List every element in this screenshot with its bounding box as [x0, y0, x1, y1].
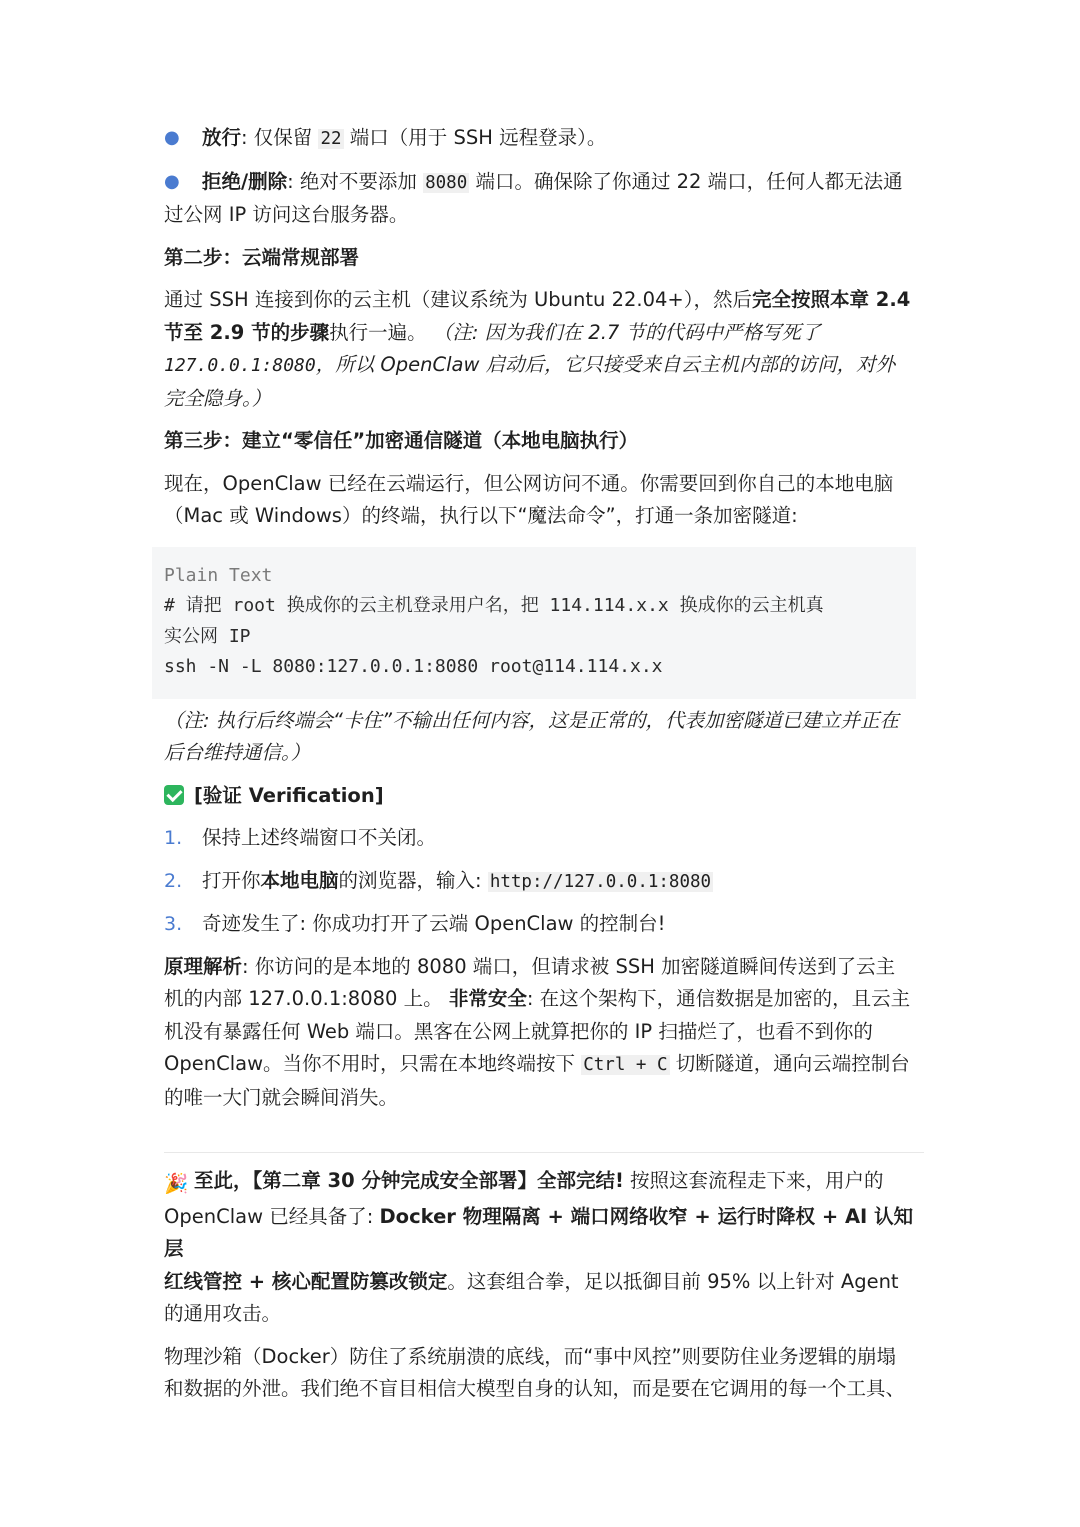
italic-note: 后台维持通信。） — [164, 741, 311, 764]
text: : 仅保留 — [241, 126, 319, 149]
text: 端口（用于 SSH 远程登录）。 — [343, 126, 607, 149]
list-item — [164, 865, 924, 899]
bold-text: 节至 2.9 节的步骤 — [164, 320, 330, 344]
paragraph — [164, 468, 924, 533]
text: : 在这个架构下，通信数据是加密的，且云主 — [526, 987, 911, 1010]
list-item — [164, 166, 924, 232]
text: 端口。确保除了你通过 22 端口，任何人都无法通 — [469, 169, 903, 193]
paragraph: 奇迹发生了: 你成功打开了云端 OpenClaw 的控制台! — [202, 912, 666, 935]
code-line: ssh -N -L 8080:127.0.0.1:8080 root@114.114.x.x — [164, 656, 663, 677]
paragraph-line: 的通用攻击。 — [164, 1302, 282, 1325]
list-number: 3. — [164, 913, 183, 935]
text: 执行一遍。 — [329, 320, 427, 344]
inline-code: 22 — [320, 129, 342, 149]
bold-label: 原理解析 — [164, 954, 243, 978]
paragraph — [202, 122, 606, 156]
inline-code: Ctrl + C — [583, 1055, 668, 1075]
text: 通过 SSH 连接到你的云主机（建议系统为 Ubuntu 22.04+），然后 — [164, 288, 752, 311]
italic-note: （注: 因为我们在 2.7 节的代码中严格写死了 — [432, 320, 821, 344]
paragraph-line: 物理沙箱（Docker）防住了系统崩溃的底线，而“事中风控”则要防住业务逻辑的崩塌 — [164, 1344, 896, 1368]
italic-note: （注: 执行后终端会“卡住”不输出任何内容，这是正常的，代表加密隧道已建立并正在 — [164, 708, 899, 732]
italic-note: 完全隐身。） — [164, 386, 272, 410]
list-item — [164, 908, 924, 941]
paragraph-line: 现在，OpenClaw 已经在云端运行，但公网访问不通。你需要回到你自己的本地电脑 — [164, 471, 894, 495]
paragraph — [202, 865, 713, 899]
text: 。这套组合拳，足以抵御目前 95% 以上针对 Agent — [447, 1269, 899, 1293]
text: OpenClaw。当你不用时，只需在本地终端按下 — [164, 1052, 582, 1075]
text: 打开你 — [202, 868, 261, 892]
text: 按照这套流程走下来，用户的 — [623, 1169, 884, 1192]
bold-text: 至此，【第二章 30 分钟完成安全部署】全部完结! — [194, 1169, 624, 1192]
inline-code: 127.0.0.1:8080 — [164, 355, 316, 376]
paragraph — [202, 166, 903, 200]
bold-label: 拒绝/删除 — [202, 169, 288, 193]
paragraph-line: 的唯一大门就会瞬间消失。 — [164, 1085, 399, 1109]
section-heading: 第三步：建立“零信任”加密通信隧道（本地电脑执行） — [164, 429, 639, 452]
text: 机的内部 127.0.0.1:8080 上。 — [164, 987, 443, 1010]
list-item — [164, 822, 924, 855]
text: 切断隧道，通向云端控制台 — [669, 1052, 910, 1075]
principle-paragraph — [164, 951, 924, 1115]
italic-note: ，所以 OpenClaw 启动后，它只接受来自云主机内部的访问，对外 — [315, 353, 896, 376]
bold-text: 完全按照本章 2.4 — [752, 288, 911, 311]
text: 的浏览器，输入: — [338, 868, 488, 892]
paragraph-line: （Mac 或 Windows）的终端，执行以下“魔法命令”，打通一条加密隧道: — [164, 504, 798, 527]
bold-text: 非常安全 — [448, 987, 527, 1010]
inline-code: http://127.0.0.1:8080 — [489, 871, 712, 892]
inline-code: 8080 — [425, 172, 468, 193]
list-item — [164, 122, 924, 156]
list-number: 1. — [164, 827, 183, 849]
verify-title: [验证 Verification] — [194, 783, 384, 807]
bold-label: 放行 — [202, 126, 242, 149]
bold-text: 红线管控 + 核心配置防篡改锁定 — [164, 1269, 448, 1293]
divider — [164, 1152, 924, 1153]
text: OpenClaw 已经具备了: — [164, 1204, 380, 1228]
bullet-icon: ● — [164, 170, 180, 192]
code-line: 实公网 IP — [164, 625, 251, 647]
summary-paragraph — [164, 1165, 924, 1331]
article — [164, 122, 924, 1406]
paragraph — [164, 1341, 924, 1406]
section-heading: 第二步：云端常规部署 — [164, 245, 360, 269]
text: : 绝对不要添加 — [287, 169, 424, 193]
paragraph-line: 机没有暴露任何 Web 端口。黑客在公网上就算把你的 IP 扫描烂了，也看不到你的 — [164, 1019, 873, 1043]
party-popper-icon: 🎉 — [164, 1172, 189, 1195]
text: : 你访问的是本地的 8080 端口，但请求被 SSH 加密隧道瞬间传送到了云主 — [242, 954, 896, 978]
bold-text: 本地电脑 — [260, 868, 339, 892]
code-line: # 请把 root 换成你的云主机登录用户名，把 114.114.x.x 换成你的云主机真 — [164, 595, 824, 616]
code-block[interactable] — [152, 547, 916, 699]
check-icon — [164, 785, 184, 805]
list-number: 2. — [164, 869, 183, 892]
bullet-icon: ● — [164, 127, 180, 148]
code-language-label: Plain Text — [164, 564, 273, 586]
bold-text: Docker 物理隔离 + 端口网络收窄 + 运行时降权 + AI 认知层 — [164, 1204, 914, 1260]
paragraph-line: 过公网 IP 访问这台服务器。 — [164, 203, 409, 226]
verify-heading — [164, 780, 924, 813]
note — [164, 705, 924, 770]
paragraph-line: 和数据的外泄。我们绝不盲目相信大模型自身的认知，而是要在它调用的每一个工具、 — [164, 1377, 906, 1400]
paragraph: 保持上述终端窗口不关闭。 — [202, 826, 437, 849]
paragraph — [164, 284, 924, 415]
